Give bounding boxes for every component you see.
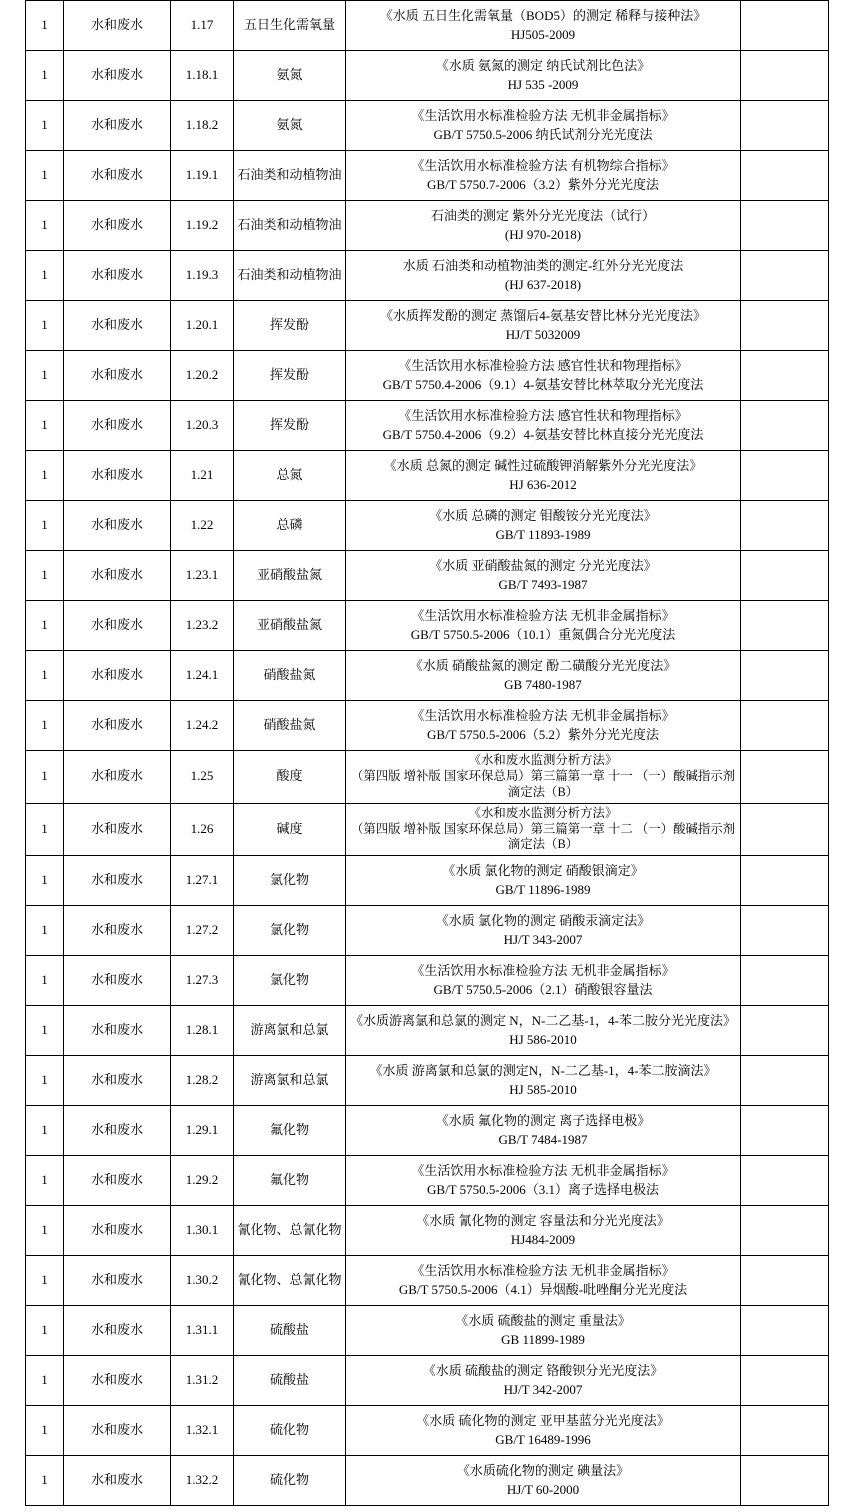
standard-line: GB/T 5750.5-2006（4.1）异烟酸-吡唑酮分光光度法: [398, 1281, 688, 1297]
cell-test-item: 硫酸盐: [234, 1356, 346, 1406]
standard-line: GB/T 11893-1989: [495, 526, 591, 542]
table-row: [26, 201, 829, 251]
cell-category: 水和废水: [64, 1056, 171, 1106]
standard-line: 《水和废水监测分析方法》: [468, 805, 618, 820]
cell-test-item: 酸度: [234, 751, 346, 804]
table-row: [26, 906, 829, 956]
table-row: [26, 1106, 829, 1156]
table-row: [26, 1256, 829, 1306]
cell-standard-name: [346, 803, 741, 856]
cell-test-item: 挥发酚: [234, 401, 346, 451]
standards-table-body: [26, 1, 829, 1506]
cell-test-item: 氨氮: [234, 101, 346, 151]
table-row: [26, 351, 829, 401]
cell-category: 水和废水: [64, 51, 171, 101]
cell-quantity: 1: [26, 201, 64, 251]
cell-note: [741, 1, 829, 51]
cell-category: 水和废水: [64, 1356, 171, 1406]
cell-quantity: 1: [26, 956, 64, 1006]
cell-note: [741, 101, 829, 151]
cell-note: [741, 551, 829, 601]
cell-code: 1.19.3: [171, 251, 234, 301]
cell-quantity: 1: [26, 151, 64, 201]
cell-quantity: 1: [26, 351, 64, 401]
cell-quantity: 1: [26, 51, 64, 101]
cell-standard-name: [346, 301, 741, 351]
cell-quantity: 1: [26, 1106, 64, 1156]
standard-line: GB/T 5750.5-2006（3.1）离子选择电极法: [427, 1181, 659, 1197]
cell-quantity: 1: [26, 856, 64, 906]
cell-code: 1.18.1: [171, 51, 234, 101]
standard-line: （第四版 增补版 国家环保总局）第三篇第一章 十一 （一）酸碱指示剂: [350, 768, 736, 783]
cell-quantity: 1: [26, 1056, 64, 1106]
cell-note: [741, 1106, 829, 1156]
cell-standard-name: [346, 1206, 741, 1256]
standard-line: GB 11899-1989: [501, 1331, 585, 1347]
cell-standard-name: [346, 1106, 741, 1156]
cell-note: [741, 906, 829, 956]
cell-code: 1.31.1: [171, 1306, 234, 1356]
cell-code: 1.23.2: [171, 601, 234, 651]
standard-line: GB/T 5750.5-2006（5.2）紫外分光光度法: [427, 726, 659, 742]
cell-standard-name: [346, 1356, 741, 1406]
standard-line: 《生活饮用水标准检验方法 无机非金属指标》: [411, 107, 675, 123]
cell-note: [741, 501, 829, 551]
standard-line: 《水质 游离氯和总氯的测定N，N-二乙基-1，4-苯二胺滴法》: [369, 1062, 717, 1078]
standard-line: 《水质 硫酸盐的测定 重量法》: [455, 1312, 631, 1328]
cell-note: [741, 1306, 829, 1356]
cell-test-item: 游离氯和总氯: [234, 1006, 346, 1056]
cell-standard-name: [346, 1406, 741, 1456]
table-row: [26, 956, 829, 1006]
table-row: [26, 651, 829, 701]
cell-category: 水和废水: [64, 501, 171, 551]
standard-line: 《水质 氯化物的测定 硝酸银滴定》: [442, 862, 644, 878]
cell-quantity: 1: [26, 1206, 64, 1256]
cell-code: 1.24.1: [171, 651, 234, 701]
cell-note: [741, 956, 829, 1006]
cell-standard-name: [346, 151, 741, 201]
cell-code: 1.19.2: [171, 201, 234, 251]
cell-code: 1.24.2: [171, 701, 234, 751]
cell-quantity: 1: [26, 1256, 64, 1306]
standard-line: GB/T 5750.7-2006（3.2）紫外分光光度法: [427, 176, 659, 192]
table-row: [26, 251, 829, 301]
cell-standard-name: [346, 1306, 741, 1356]
standard-line: 水质 石油类和动植物油类的测定-红外分光光度法: [402, 257, 684, 273]
cell-code: 1.30.2: [171, 1256, 234, 1306]
standard-line: GB 7480-1987: [504, 676, 582, 692]
cell-code: 1.28.2: [171, 1056, 234, 1106]
table-row: [26, 51, 829, 101]
cell-code: 1.26: [171, 803, 234, 856]
table-row: [26, 301, 829, 351]
cell-category: 水和废水: [64, 101, 171, 151]
cell-quantity: 1: [26, 1156, 64, 1206]
cell-test-item: 亚硝酸盐氮: [234, 601, 346, 651]
cell-standard-name: [346, 751, 741, 804]
standard-line: GB/T 5750.4-2006（9.1）4-氨基安替比林萃取分光光度法: [382, 376, 704, 392]
standard-line: HJ/T 60-2000: [506, 1481, 580, 1497]
cell-category: 水和废水: [64, 1106, 171, 1156]
standard-line: HJ/T 342-2007: [503, 1381, 583, 1397]
cell-standard-name: [346, 551, 741, 601]
cell-test-item: 亚硝酸盐氮: [234, 551, 346, 601]
standard-line: GB/T 5750.5-2006（2.1）硝酸银容量法: [433, 981, 653, 997]
table-row: [26, 751, 829, 804]
table-row: [26, 1006, 829, 1056]
cell-note: [741, 251, 829, 301]
cell-quantity: 1: [26, 451, 64, 501]
cell-note: [741, 1456, 829, 1506]
cell-category: 水和废水: [64, 251, 171, 301]
cell-note: [741, 301, 829, 351]
table-row: [26, 1206, 829, 1256]
cell-standard-name: [346, 101, 741, 151]
cell-category: 水和废水: [64, 1, 171, 51]
standard-line: 石油类的测定 紫外分光光度法（试行）: [430, 207, 656, 223]
standards-table: [25, 0, 829, 1506]
cell-standard-name: [346, 601, 741, 651]
cell-category: 水和废水: [64, 701, 171, 751]
cell-quantity: 1: [26, 1456, 64, 1506]
standard-line: GB/T 7493-1987: [498, 576, 588, 592]
cell-standard-name: [346, 1256, 741, 1306]
cell-test-item: 碱度: [234, 803, 346, 856]
cell-code: 1.27.3: [171, 956, 234, 1006]
cell-category: 水和废水: [64, 856, 171, 906]
cell-note: [741, 1256, 829, 1306]
table-row: [26, 501, 829, 551]
cell-note: [741, 1406, 829, 1456]
cell-quantity: 1: [26, 301, 64, 351]
cell-test-item: 硫化物: [234, 1456, 346, 1506]
cell-test-item: 氨氮: [234, 51, 346, 101]
cell-test-item: 氰化物、总氰化物: [234, 1206, 346, 1256]
cell-test-item: 石油类和动植物油: [234, 201, 346, 251]
cell-code: 1.23.1: [171, 551, 234, 601]
cell-standard-name: [346, 51, 741, 101]
cell-category: 水和废水: [64, 651, 171, 701]
standard-line: 滴定法（B）: [507, 784, 579, 799]
cell-note: [741, 803, 829, 856]
cell-code: 1.31.2: [171, 1356, 234, 1406]
standard-line: GB/T 16489-1996: [495, 1431, 591, 1447]
cell-quantity: 1: [26, 1356, 64, 1406]
standard-line: 《水质 氯化物的测定 硝酸汞滴定法》: [435, 912, 651, 928]
cell-code: 1.18.2: [171, 101, 234, 151]
cell-note: [741, 651, 829, 701]
cell-code: 1.20.2: [171, 351, 234, 401]
cell-test-item: 五日生化需氧量: [234, 1, 346, 51]
standard-line: GB/T 7484-1987: [498, 1131, 588, 1147]
standard-line: 《生活饮用水标准检验方法 无机非金属指标》: [411, 962, 675, 978]
cell-standard-name: [346, 451, 741, 501]
standard-line: 《生活饮用水标准检验方法 无机非金属指标》: [411, 1162, 675, 1178]
cell-category: 水和废水: [64, 1256, 171, 1306]
cell-standard-name: [346, 201, 741, 251]
cell-note: [741, 401, 829, 451]
cell-code: 1.27.2: [171, 906, 234, 956]
table-row: [26, 151, 829, 201]
cell-quantity: 1: [26, 651, 64, 701]
cell-test-item: 挥发酚: [234, 351, 346, 401]
cell-note: [741, 451, 829, 501]
cell-note: [741, 601, 829, 651]
standard-line: 《水质 亚硝酸盐氮的测定 分光光度法》: [429, 557, 657, 573]
standard-line: 《水质游离氯和总氯的测定 N，N-二乙基-1，4-苯二胺分光光度法》: [349, 1012, 736, 1028]
standard-line: 《水质 硫化物的测定 亚甲基蓝分光光度法》: [416, 1412, 670, 1428]
cell-code: 1.29.1: [171, 1106, 234, 1156]
table-row: [26, 701, 829, 751]
cell-note: [741, 751, 829, 804]
standard-line: 滴定法（B）: [507, 837, 579, 852]
cell-category: 水和废水: [64, 601, 171, 651]
cell-quantity: 1: [26, 751, 64, 804]
cell-code: 1.19.1: [171, 151, 234, 201]
standard-line: HJ 535 -2009: [507, 76, 579, 92]
table-row: [26, 803, 829, 856]
standard-line: 《水质 氨氮的测定 纳氏试剂比色法》: [435, 57, 651, 73]
cell-standard-name: [346, 1056, 741, 1106]
standard-line: GB/T 11896-1989: [495, 881, 591, 897]
standard-line: HJ 585-2010: [509, 1081, 577, 1097]
cell-standard-name: [346, 351, 741, 401]
standard-line: 《水和废水监测分析方法》: [468, 753, 618, 767]
standard-line: 《生活饮用水标准检验方法 无机非金属指标》: [411, 707, 675, 723]
cell-test-item: 氯化物: [234, 956, 346, 1006]
cell-standard-name: [346, 501, 741, 551]
cell-test-item: 游离氯和总氯: [234, 1056, 346, 1106]
standard-line: HJ484-2009: [510, 1231, 576, 1247]
cell-note: [741, 701, 829, 751]
standard-line: HJ/T 343-2007: [503, 931, 583, 947]
cell-code: 1.27.1: [171, 856, 234, 906]
standard-line: 《水质挥发酚的测定 蒸馏后4-氨基安替比林分光光度法》: [379, 307, 707, 323]
cell-note: [741, 151, 829, 201]
cell-category: 水和废水: [64, 1006, 171, 1056]
table-row: [26, 1456, 829, 1506]
cell-note: [741, 856, 829, 906]
standard-line: GB/T 5750.5-2006（10.1）重氮偶合分光光度法: [410, 626, 676, 642]
standard-line: 《生活饮用水标准检验方法 无机非金属指标》: [411, 1262, 675, 1278]
cell-test-item: 总氮: [234, 451, 346, 501]
standard-line: HJ 586-2010: [509, 1031, 577, 1047]
cell-standard-name: [346, 906, 741, 956]
cell-test-item: 氯化物: [234, 856, 346, 906]
table-row: [26, 1306, 829, 1356]
cell-category: 水和废水: [64, 151, 171, 201]
cell-standard-name: [346, 956, 741, 1006]
cell-standard-name: [346, 651, 741, 701]
table-row: [26, 401, 829, 451]
cell-note: [741, 201, 829, 251]
cell-category: 水和废水: [64, 1406, 171, 1456]
standard-line: 《水质 硝酸盐氮的测定 酚二磺酸分光光度法》: [409, 657, 677, 673]
cell-category: 水和废水: [64, 1306, 171, 1356]
cell-code: 1.20.3: [171, 401, 234, 451]
cell-quantity: 1: [26, 501, 64, 551]
standard-line: 《水质硫化物的测定 碘量法》: [456, 1462, 630, 1478]
cell-category: 水和废水: [64, 451, 171, 501]
cell-test-item: 总磷: [234, 501, 346, 551]
standard-line: 《生活饮用水标准检验方法 感官性状和物理指标》: [398, 407, 688, 423]
cell-category: 水和废水: [64, 751, 171, 804]
cell-code: 1.32.2: [171, 1456, 234, 1506]
table-row: [26, 551, 829, 601]
cell-test-item: 石油类和动植物油: [234, 151, 346, 201]
standard-line: （第四版 增补版 国家环保总局）第三篇第一章 十二 （一）酸碱指示剂: [350, 821, 736, 836]
cell-note: [741, 51, 829, 101]
cell-standard-name: [346, 701, 741, 751]
cell-code: 1.32.1: [171, 1406, 234, 1456]
cell-quantity: 1: [26, 1306, 64, 1356]
table-row: [26, 856, 829, 906]
table-row: [26, 1406, 829, 1456]
standard-line: 《水质 氟化物的测定 离子选择电极》: [435, 1112, 651, 1128]
cell-quantity: 1: [26, 401, 64, 451]
cell-standard-name: [346, 1, 741, 51]
cell-quantity: 1: [26, 251, 64, 301]
cell-note: [741, 351, 829, 401]
cell-category: 水和废水: [64, 1456, 171, 1506]
cell-test-item: 氰化物、总氰化物: [234, 1256, 346, 1306]
cell-code: 1.21: [171, 451, 234, 501]
cell-category: 水和废水: [64, 401, 171, 451]
cell-standard-name: [346, 1156, 741, 1206]
cell-category: 水和废水: [64, 956, 171, 1006]
cell-note: [741, 1056, 829, 1106]
cell-quantity: 1: [26, 551, 64, 601]
cell-standard-name: [346, 856, 741, 906]
cell-category: 水和废水: [64, 551, 171, 601]
table-row: [26, 101, 829, 151]
standard-line: 《生活饮用水标准检验方法 感官性状和物理指标》: [398, 357, 688, 373]
cell-note: [741, 1156, 829, 1206]
standard-line: GB/T 5750.5-2006 纳氏试剂分光光度法: [433, 126, 653, 142]
cell-test-item: 硝酸盐氮: [234, 651, 346, 701]
table-row: [26, 601, 829, 651]
standard-line: (HJ 637-2018): [504, 276, 582, 292]
cell-code: 1.30.1: [171, 1206, 234, 1256]
cell-test-item: 石油类和动植物油: [234, 251, 346, 301]
standard-line: HJ/T 5032009: [505, 326, 581, 342]
cell-category: 水和废水: [64, 301, 171, 351]
standard-line: (HJ 970-2018): [504, 226, 582, 242]
cell-test-item: 硫酸盐: [234, 1306, 346, 1356]
cell-note: [741, 1356, 829, 1406]
cell-quantity: 1: [26, 1006, 64, 1056]
cell-quantity: 1: [26, 601, 64, 651]
cell-quantity: 1: [26, 906, 64, 956]
cell-category: 水和废水: [64, 803, 171, 856]
cell-quantity: 1: [26, 1406, 64, 1456]
cell-code: 1.28.1: [171, 1006, 234, 1056]
table-row: [26, 1056, 829, 1106]
standard-line: 《水质 氰化物的测定 容量法和分光光度法》: [416, 1212, 670, 1228]
cell-standard-name: [346, 251, 741, 301]
cell-test-item: 氟化物: [234, 1106, 346, 1156]
cell-code: 1.20.1: [171, 301, 234, 351]
cell-standard-name: [346, 1456, 741, 1506]
cell-quantity: 1: [26, 701, 64, 751]
cell-test-item: 氯化物: [234, 906, 346, 956]
cell-test-item: 挥发酚: [234, 301, 346, 351]
cell-code: 1.22: [171, 501, 234, 551]
cell-test-item: 硫化物: [234, 1406, 346, 1456]
cell-standard-name: [346, 401, 741, 451]
standard-line: HJ505-2009: [510, 26, 576, 42]
cell-category: 水和废水: [64, 201, 171, 251]
table-row: [26, 451, 829, 501]
cell-test-item: 氟化物: [234, 1156, 346, 1206]
cell-note: [741, 1006, 829, 1056]
standard-line: 《水质 硫酸盐的测定 铬酸钡分光光度法》: [422, 1362, 664, 1378]
cell-test-item: 硝酸盐氮: [234, 701, 346, 751]
table-row: [26, 1356, 829, 1406]
standard-line: 《水质 总氮的测定 碱性过硫酸钾消解紫外分光光度法》: [383, 457, 703, 473]
standard-line: HJ 636-2012: [509, 476, 577, 492]
table-row: [26, 1156, 829, 1206]
standard-line: 《生活饮用水标准检验方法 无机非金属指标》: [411, 607, 675, 623]
standard-line: 《水质 五日生化需氧量（BOD5）的测定 稀释与接种法》: [379, 7, 707, 23]
cell-category: 水和废水: [64, 1206, 171, 1256]
cell-quantity: 1: [26, 803, 64, 856]
table-row: [26, 1, 829, 51]
cell-category: 水和废水: [64, 1156, 171, 1206]
cell-category: 水和废水: [64, 351, 171, 401]
cell-code: 1.29.2: [171, 1156, 234, 1206]
standard-line: 《生活饮用水标准检验方法 有机物综合指标》: [411, 157, 675, 173]
cell-code: 1.25: [171, 751, 234, 804]
cell-note: [741, 1206, 829, 1256]
cell-standard-name: [346, 1006, 741, 1056]
cell-quantity: 1: [26, 1, 64, 51]
standard-line: GB/T 5750.4-2006（9.2）4-氨基安替比林直接分光光度法: [382, 426, 704, 442]
cell-quantity: 1: [26, 101, 64, 151]
cell-code: 1.17: [171, 1, 234, 51]
cell-category: 水和废水: [64, 906, 171, 956]
standard-line: 《水质 总磷的测定 钼酸铵分光光度法》: [429, 507, 657, 523]
